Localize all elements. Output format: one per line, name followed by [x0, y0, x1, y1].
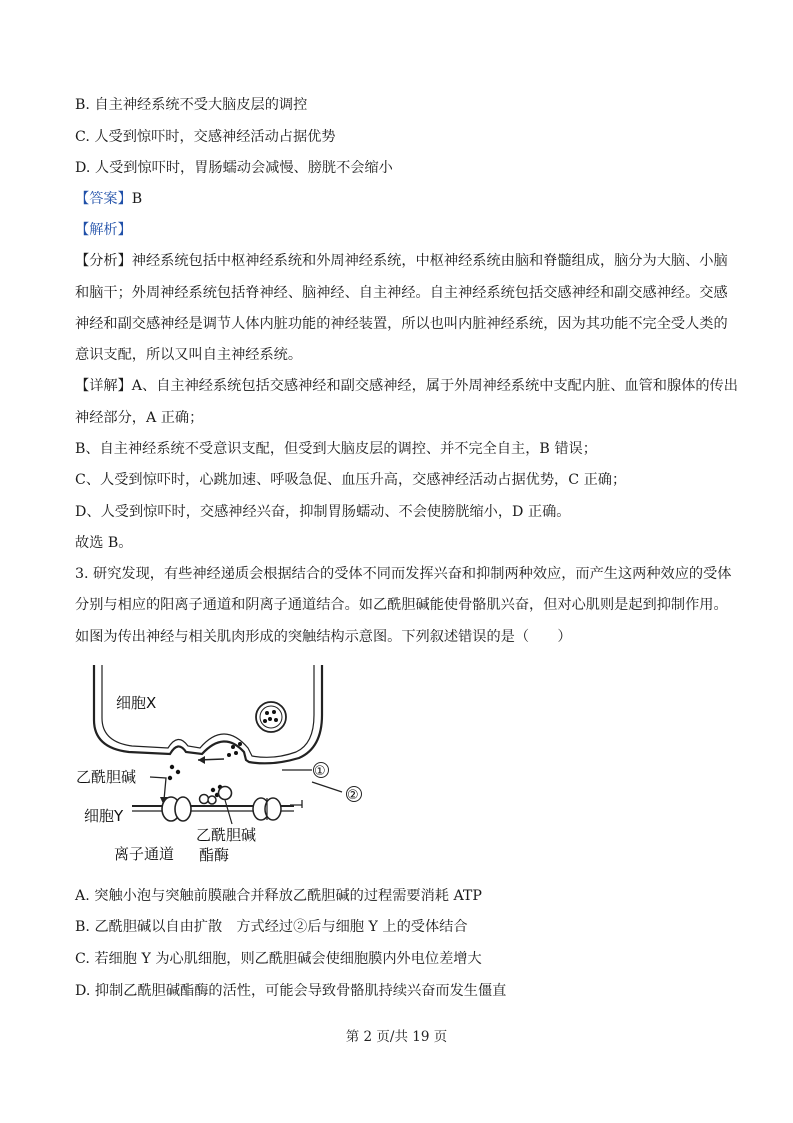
question3-option-a: A. 突触小泡与突触前膜融合并释放乙酰胆碱的过程需要消耗 ATP: [75, 888, 482, 904]
page-footer: 第 2 页/共 19 页: [345, 1029, 448, 1045]
label-ache-1: 乙酰胆碱: [196, 826, 257, 844]
label-mark-1: ①: [314, 764, 326, 779]
fenxi-line-3: 神经和副交感神经是调节人体内脏功能的神经装置，所以也叫内脏神经系统，因为其功能不完全受人类的: [75, 316, 728, 332]
question3-option-c: C. 若细胞 Y 为心肌细胞，则乙酰胆碱会使细胞膜内外电位差增大: [75, 951, 482, 967]
xiangjie-line-3: B、自主神经系统不受意识支配，但受到大脑皮层的调控、并不完全自主，B 错误；: [75, 441, 597, 457]
fenxi-line-1: [75, 251, 728, 271]
xiangjie-line-6: 故选 B。: [75, 535, 133, 551]
xiangjie-line-1: [75, 376, 738, 396]
answer-value: B: [131, 191, 143, 207]
xiangjie-line-5: D、人受到惊吓时，交感神经兴奋，抑制胃肠蠕动、不会使膀胱缩小，D 正确。: [75, 504, 571, 520]
label-cell-x: 细胞X: [116, 694, 157, 712]
question3-option-b: B. 乙酰胆碱以自由扩散 方式经过②后与细胞 Y 上的受体结合: [75, 919, 468, 935]
cell-x-membrane: [94, 665, 322, 763]
fenxi-line-2: 和脑干；外周神经系统包括脊神经、脑神经、自主神经。自主神经系统包括交感神经和副交感神经。交感: [75, 285, 728, 301]
label-mark-2: ②: [347, 788, 359, 803]
synapse-figure: [74, 660, 404, 870]
option-b-prev: B. 自主神经系统不受大脑皮层的调控: [75, 97, 308, 113]
xiangjie-tag: 【详解】: [75, 378, 132, 394]
fenxi-text-1: 神经系统包括中枢神经系统和外周神经系统，中枢神经系统由脑和脊髓组成，脑分为大脑、小脑: [131, 253, 728, 269]
label-ion-channel: 离子通道: [114, 845, 175, 863]
xiangjie-text-1: A、自主神经系统包括交感神经和副交感神经，属于外周神经系统中支配内脏、血管和腺体的传出: [131, 378, 738, 394]
fenxi-tag: 【分析】: [75, 253, 132, 269]
fenxi-line-4: 意识支配，所以又叫自主神经系统。: [75, 347, 303, 363]
option-d-prev: D. 人受到惊吓时，胃肠蠕动会减慢、膀胱不会缩小: [75, 160, 393, 176]
label-ache-2: 酯酶: [199, 846, 230, 864]
label-cell-y: 细胞Y: [84, 807, 124, 825]
answer-line: [75, 189, 142, 209]
xiangjie-line-4: C、人受到惊吓时，心跳加速、呼吸急促、血压升高，交感神经活动占据优势，C 正确；: [75, 472, 627, 488]
question3-line-2: 分别与相应的阳离子通道和阴离子通道结合。如乙酰胆碱能使骨骼肌兴奋，但对心肌则是起到抑制作用。: [75, 597, 728, 613]
question3-line-3: 如图为传出神经与相关肌肉形成的突触结构示意图。下列叙述错误的是（ ）: [75, 629, 572, 645]
analysis-tag: 【解析】: [75, 222, 132, 238]
question3-option-d: D. 抑制乙酰胆碱酯酶的活性，可能会导致骨骼肌持续兴奋而发生僵直: [75, 983, 507, 999]
label-ach: 乙酰胆碱: [76, 768, 137, 786]
question3-line-1: 3. 研究发现，有些神经递质会根据结合的受体不同而发挥兴奋和抑制两种效应，而产生这两种效应的受体: [75, 566, 732, 582]
xiangjie-line-2: 神经部分，A 正确；: [75, 410, 204, 426]
answer-tag: 【答案】: [75, 191, 132, 207]
ache-enzyme: [219, 787, 232, 800]
option-c-prev: C. 人受到惊吓时，交感神经活动占据优势: [75, 129, 336, 145]
